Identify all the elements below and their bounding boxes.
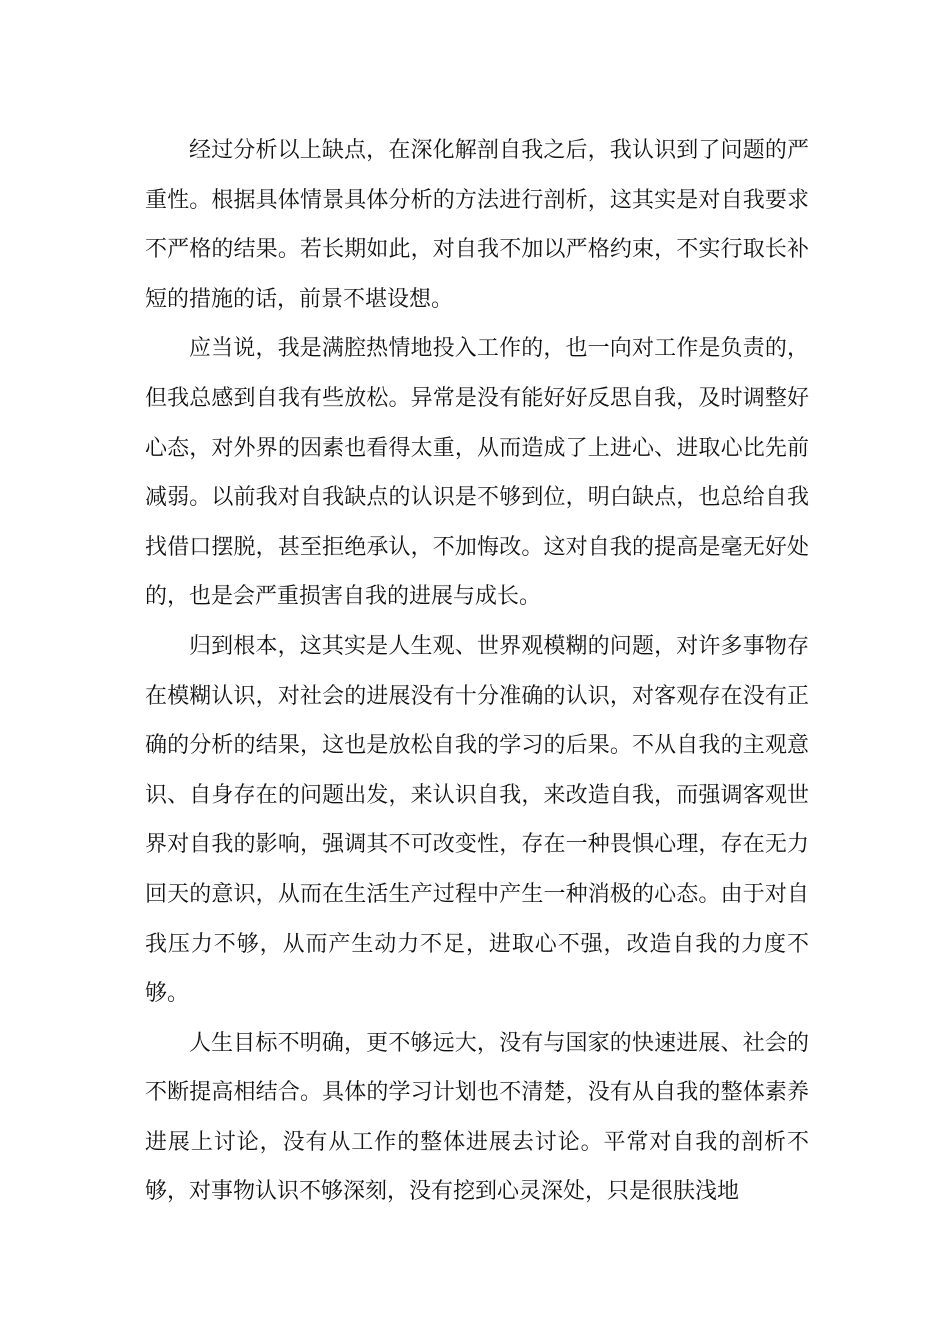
paragraph-4: 人生目标不明确，更不够远大，没有与国家的快速进展、社会的不断提高相结合。具体的学习计划也不清楚，没有从自我的整体素养进展上讨论，没有从工作的整体进展去讨论。平常对自我的剖析不够，对事物认识不够深刻，没有挖到心灵深处，只是很肤浅地 <box>145 1030 809 1205</box>
paragraph-3: 归到根本，这其实是人生观、世界观模糊的问题，对许多事物存在模糊认识，对社会的进展没有十分准确的认识，对客观存在没有正确的分析的结果，这也是放松自我的学习的后果。不从自我的主观意识、自身存在的问题出发，来认识自我，来改造自我，而强调客观世界对自我的影响，强调其不可改变性，存在一种畏惧心理，存在无力回天的意识，从而在生活生产过程中产生一种消极的心态。由于对自我压力不够，从而产生动力不足，进取心不强，改造自我的力度不够。 <box>145 633 809 1007</box>
paragraph-1: 经过分析以上缺点，在深化解剖自我之后，我认识到了问题的严重性。根据具体情景具体分析的方法进行剖析，这其实是对自我要求不严格的结果。若长期如此，对自我不加以严格约束，不实行取长补短的措施的话，前景不堪设想。 <box>145 138 809 312</box>
paragraph-2: 应当说，我是满腔热情地投入工作的，也一向对工作是负责的，但我总感到自我有些放松。异常是没有能好好反思自我，及时调整好心态，对外界的因素也看得太重，从而造成了上进心、进取心比先前减弱。以前我对自我缺点的认识是不够到位，明白缺点，也总给自我找借口摆脱，甚至拒绝承认，不加悔改。这对自我的提高是毫无好处的，也是会严重损害自我的进展与成长。 <box>145 336 809 610</box>
document-body <box>145 126 809 1217</box>
